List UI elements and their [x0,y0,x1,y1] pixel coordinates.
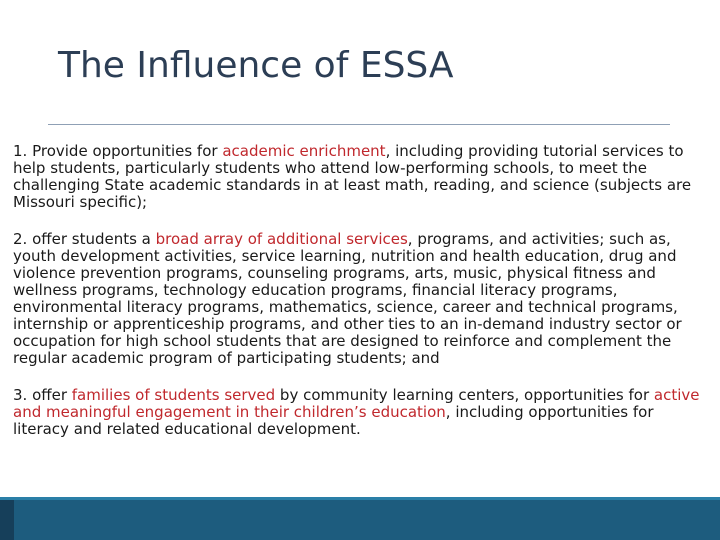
paragraph-3 [13,387,701,438]
title-divider [48,124,670,125]
paragraph-1-highlight: academic enrichment [222,142,386,160]
paragraph-1 [13,143,701,211]
footer-accent [0,500,14,540]
paragraph-3-text: 3. offer [13,386,72,404]
paragraph-1-text: , including providing tutorial services to help students, particularly students who attend low-performing schools, to meet the challenging State academic standards in at least math, reading, and science (subjects are Missouri specific); [13,142,692,211]
paragraph-3-text: , including opportunities for literacy and related educational development. [13,403,654,438]
paragraph-3-text: by community learning centers, opportunities for [275,386,654,404]
slide-title: The Influence of ESSA [58,45,454,86]
slide-body [13,143,701,458]
paragraph-2-text: , programs, and activities; such as, youth development activities, service learning, nutrition and health education, drug and violence prevention programs, counseling programs, arts, music, physical fitness and wellness programs, technology education programs, financial literacy programs, environmental literacy programs, mathematics, science, career and technical programs, internship or apprenticeship programs, and other ties to an in-demand industry sector or occupation for high school students that are designed to reinforce and complement the regular academic program of participating students; and [13,230,682,367]
paragraph-2-text: 2. offer students a [13,230,156,248]
paragraph-3-highlight: families of students served [71,386,276,404]
paragraph-2-highlight: broad array of additional services [155,230,408,248]
paragraph-3-highlight: active and meaningful engagement in their children’s education [13,386,700,421]
paragraph-1-text: 1. Provide opportunities for [13,142,223,160]
paragraph-2 [13,231,701,367]
footer-bar [0,500,720,540]
